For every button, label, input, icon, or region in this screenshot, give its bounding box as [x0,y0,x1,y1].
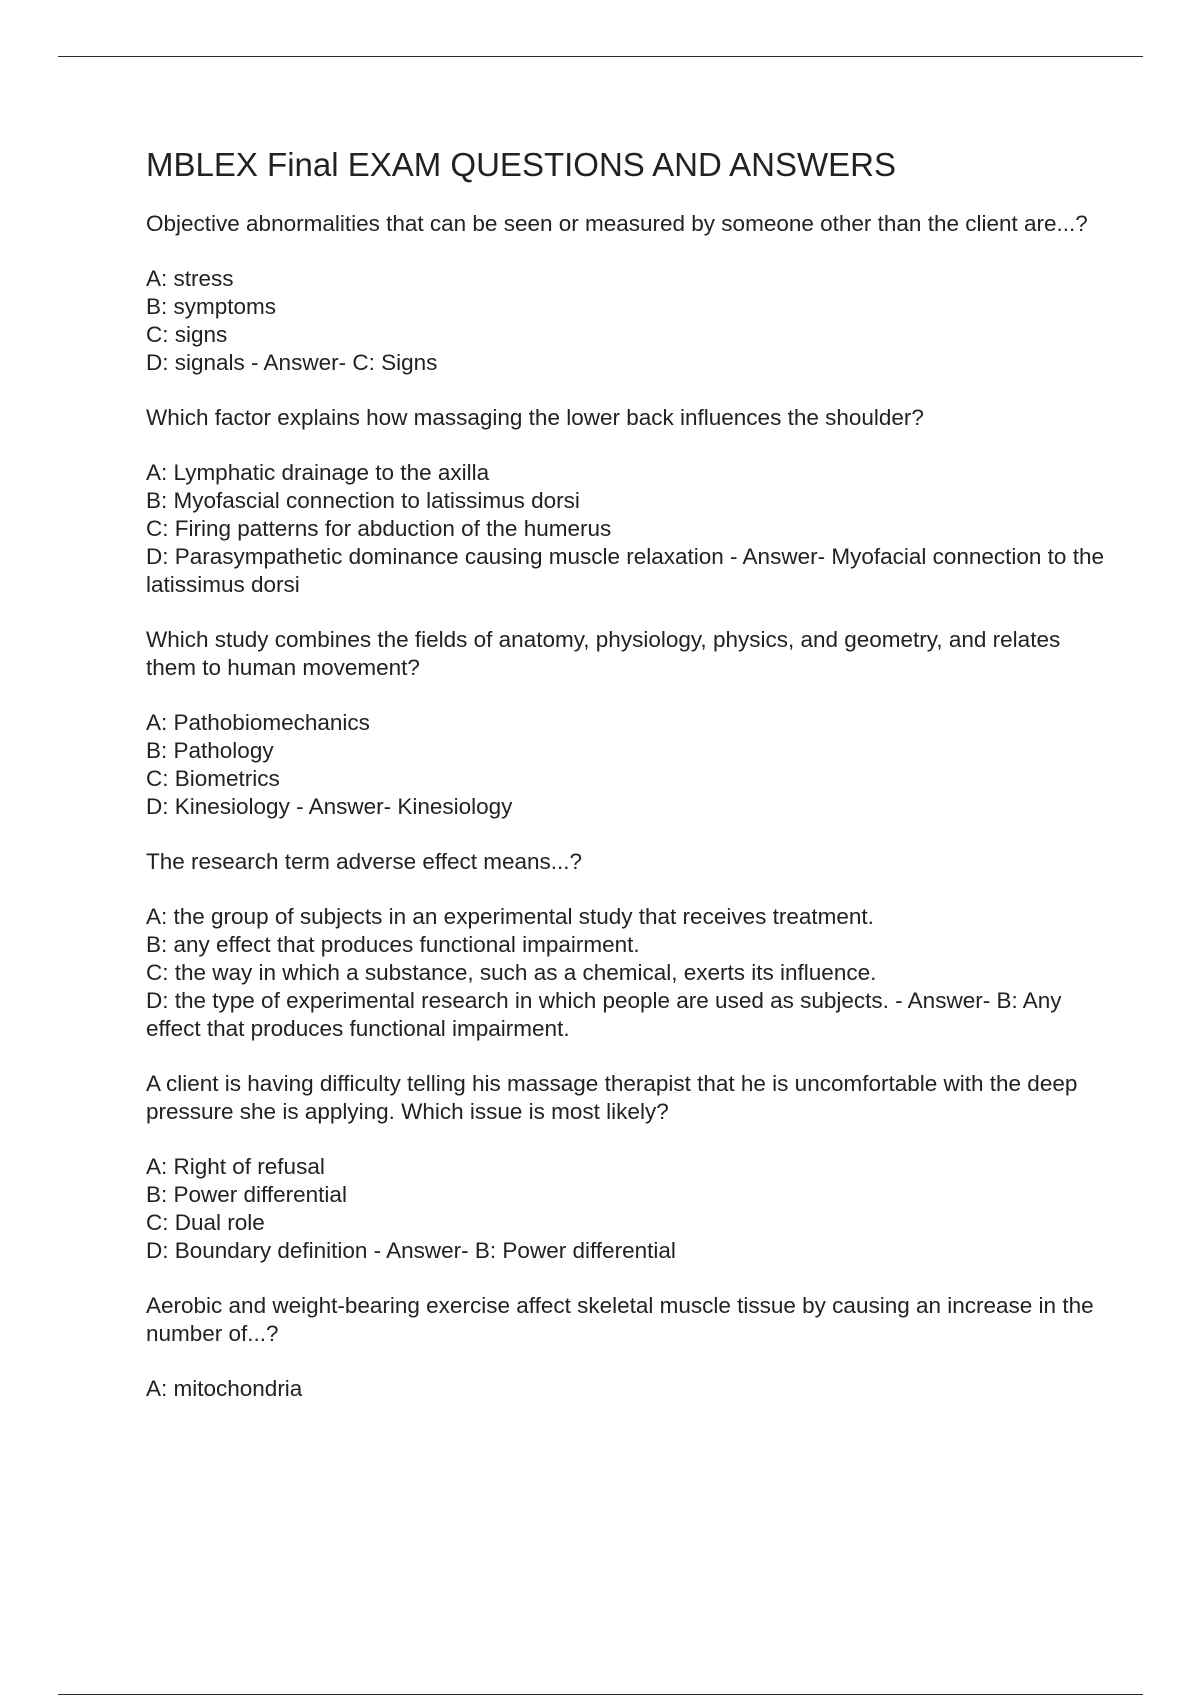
option-c: C: the way in which a substance, such as a chemical, exerts its influence. [146,960,877,985]
answer-text: - Answer- C: Signs [244,350,438,375]
option-c: C: Firing patterns for abduction of the humerus [146,516,612,541]
question-text: Which factor explains how massaging the lower back influences the shoulder? [146,405,924,430]
bottom-rule [58,1694,1143,1695]
answer-text: - Answer- B: Power differential [367,1238,676,1263]
option-a: A: Lymphatic drainage to the axilla [146,460,490,485]
option-list [146,709,1106,821]
document-title: MBLEX Final EXAM QUESTIONS AND ANSWERS [146,146,897,183]
option-list [146,1375,1106,1403]
question-block [146,404,1106,599]
question-text: The research term adverse effect means...? [146,849,583,874]
question-block [146,1292,1106,1403]
option-d-text: D: signals [146,350,245,375]
top-rule [58,56,1143,57]
question-block [146,848,1106,1043]
option-d [146,987,1106,1043]
question-text: Which study combines the fields of anatomy, physiology, physics, and geometry, and relates them to human movement? [146,627,1061,680]
question-text: A client is having difficulty telling his massage therapist that he is uncomfortable with the deep pressure she is applying. Which issue is most likely? [146,1071,1078,1124]
option-a: A: the group of subjects in an experimental study that receives treatment. [146,904,874,929]
question-text: Aerobic and weight-bearing exercise affect skeletal muscle tissue by causing an increase in the number of...? [146,1293,1094,1346]
option-b: B: Power differential [146,1182,347,1207]
option-d-text: D: Boundary definition [146,1238,368,1263]
option-c: C: Biometrics [146,766,280,791]
option-a: A: Right of refusal [146,1154,325,1179]
option-list [146,459,1106,599]
option-list [146,265,1106,377]
option-d [146,793,1106,821]
option-d-text: D: Parasympathetic dominance causing muscle relaxation [146,544,724,569]
question-block [146,210,1106,377]
question-text: Objective abnormalities that can be seen or measured by someone other than the client are...? [146,211,1088,236]
question-block [146,626,1106,821]
question-block [146,1070,1106,1265]
option-c: C: Dual role [146,1210,265,1235]
option-c: C: signs [146,322,228,347]
option-a: A: mitochondria [146,1376,303,1401]
answer-text: - Answer- Myofacial connection to the latissimus dorsi [146,544,1104,597]
option-list [146,1153,1106,1265]
option-b: B: Myofascial connection to latissimus dorsi [146,488,580,513]
option-d [146,349,1106,377]
option-a: A: stress [146,266,234,291]
option-d [146,543,1106,599]
option-b: B: Pathology [146,738,274,763]
answer-text: - Answer- Kinesiology [289,794,513,819]
option-d-text: D: Kinesiology [146,794,290,819]
option-b: B: symptoms [146,294,277,319]
option-d-text: D: the type of experimental research in which people are used as subjects. [146,988,889,1013]
option-list [146,903,1106,1043]
option-d [146,1237,1106,1265]
answer-text: - Answer- B: Any effect that produces functional impairment. [146,988,1062,1041]
option-b: B: any effect that produces functional impairment. [146,932,640,957]
document-body [146,140,1106,1430]
option-a: A: Pathobiomechanics [146,710,370,735]
